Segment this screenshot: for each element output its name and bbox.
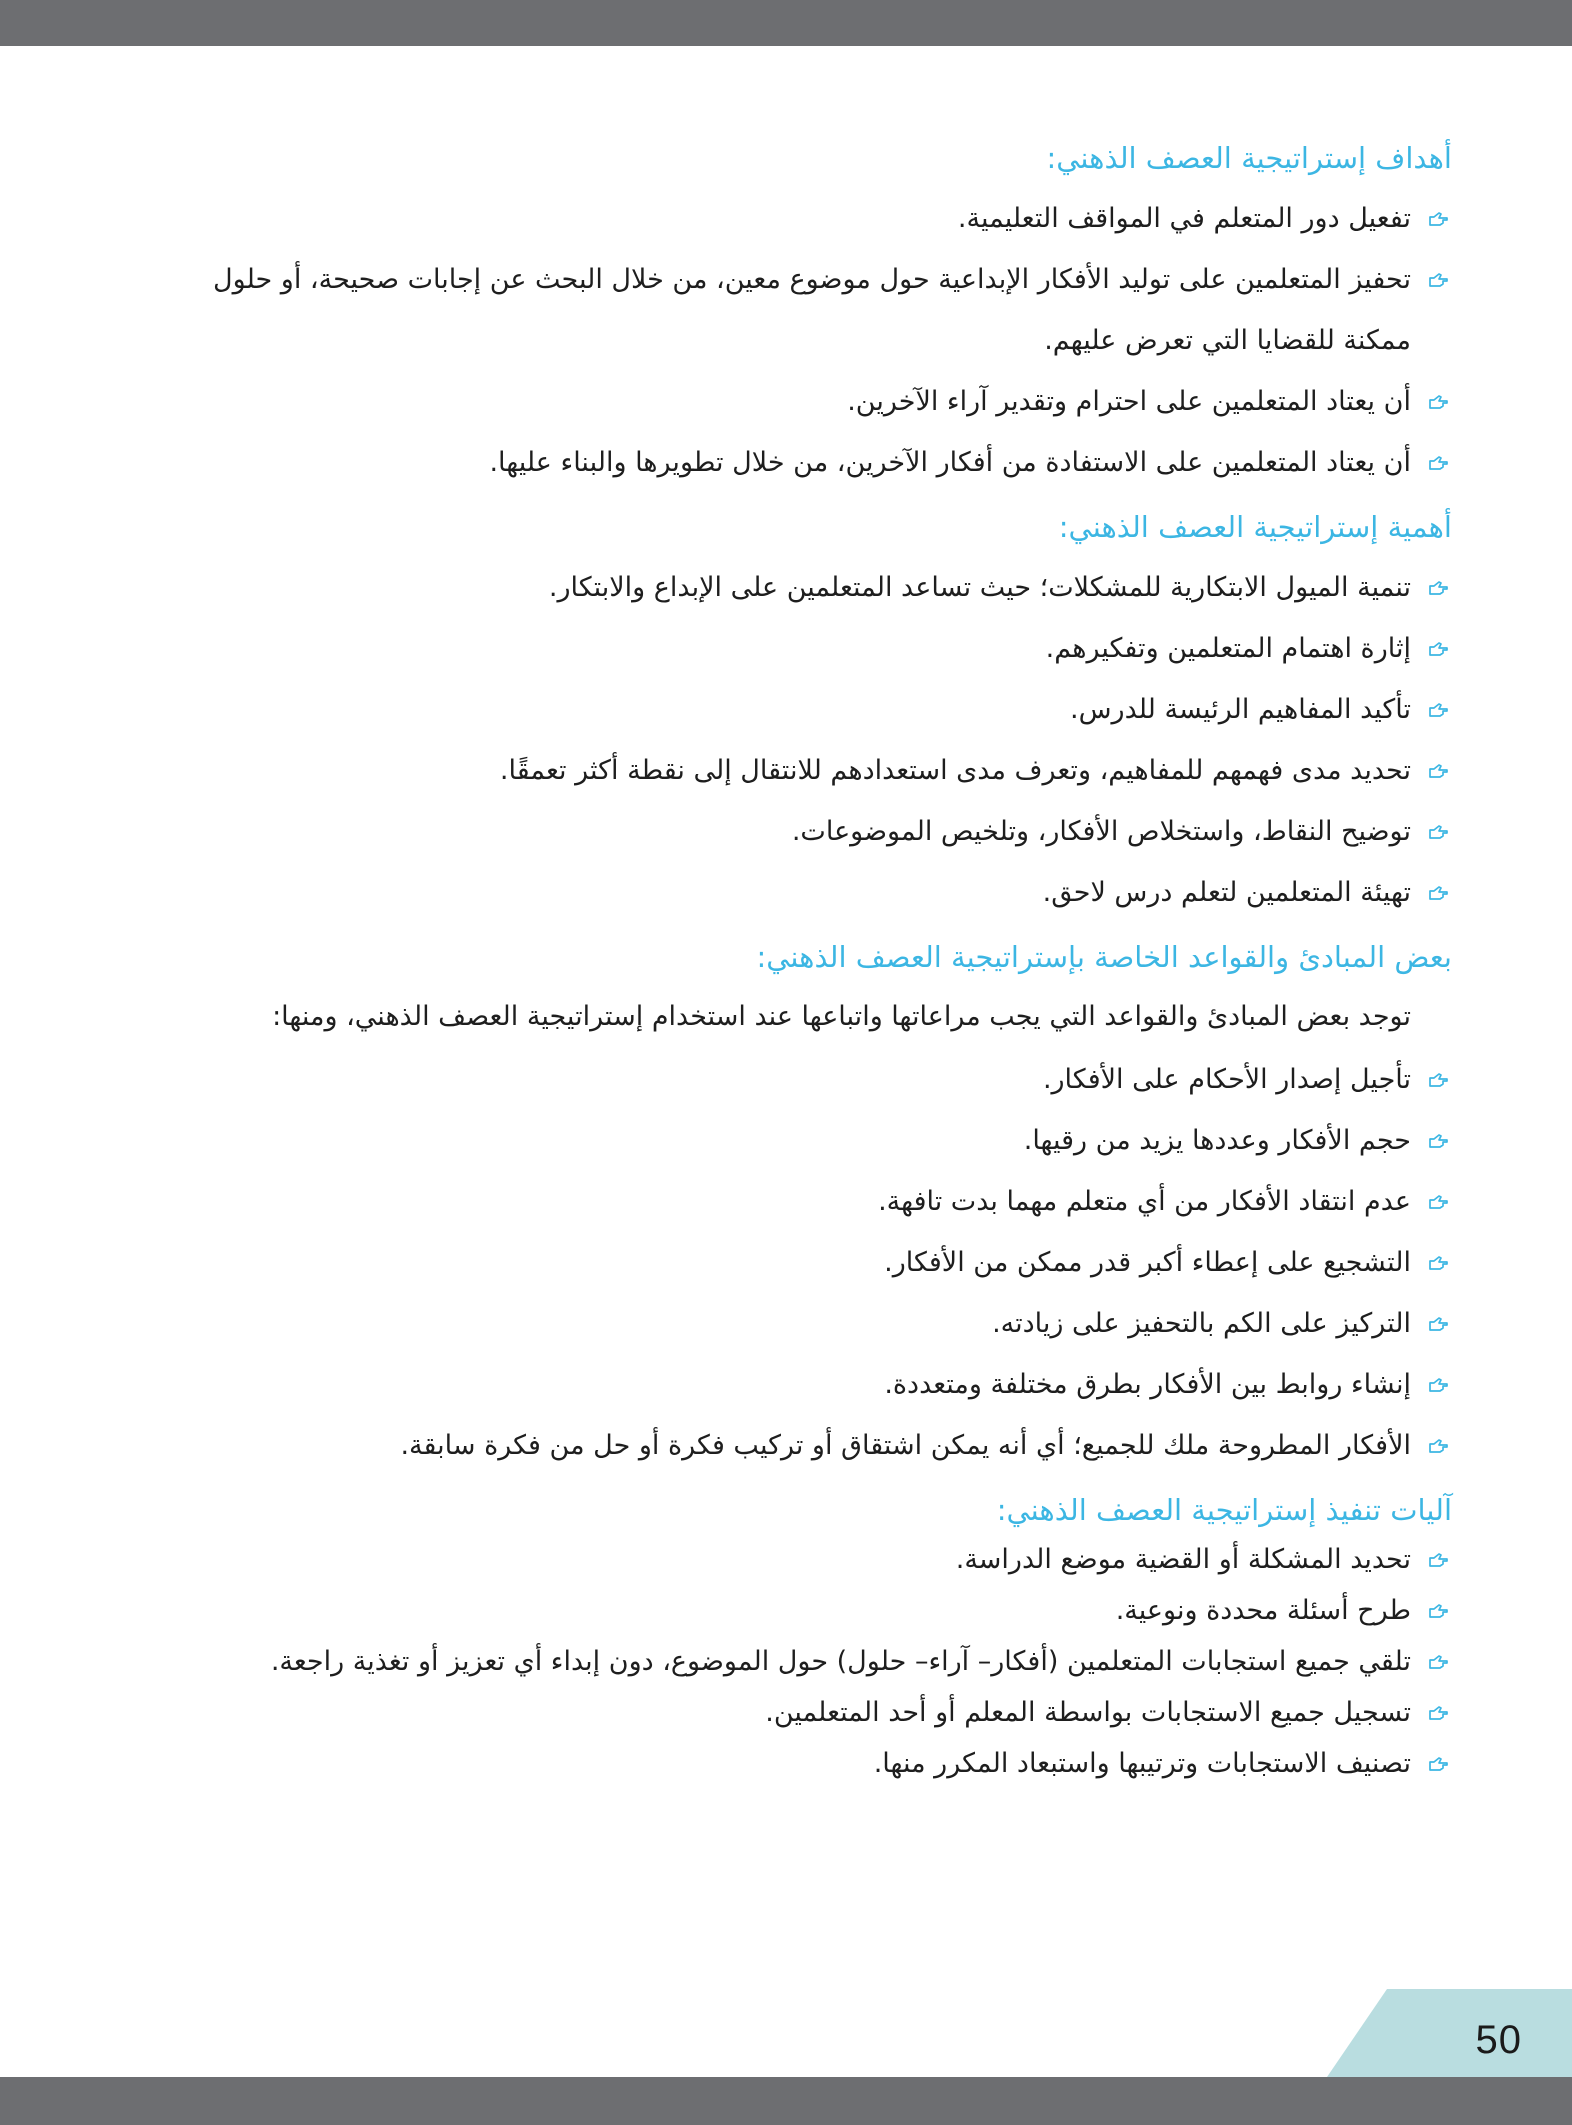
list-item: [175, 557, 1452, 618]
section-heading-importance: أهمية إستراتيجية العصف الذهني:: [1058, 510, 1452, 544]
importance-list: [175, 557, 1452, 923]
hand-pointing-icon: [1428, 701, 1448, 719]
hand-pointing-icon: [1428, 1653, 1448, 1671]
hand-pointing-icon: [1428, 1602, 1448, 1620]
list-item: [175, 740, 1452, 801]
list-item: [175, 1738, 1452, 1789]
hand-pointing-icon: [1428, 1193, 1448, 1211]
hand-pointing-icon: [1428, 1071, 1448, 1089]
page-number: 50: [1475, 2018, 1522, 2062]
hand-pointing-icon: [1428, 823, 1448, 841]
item-text: توضيح النقاط، واستخلاص الأفكار، وتلخيص الموضوعات.: [791, 816, 1411, 847]
item-text: طرح أسئلة محددة ونوعية.: [1115, 1595, 1411, 1626]
item-text: تنمية الميول الابتكارية للمشكلات؛ حيث تساعد المتعلمين على الإبداع والابتكار.: [548, 572, 1411, 603]
list-item: [175, 432, 1452, 493]
item-text: حجم الأفكار وعددها يزيد من رقيها.: [1023, 1125, 1411, 1156]
hand-pointing-icon: [1428, 1755, 1448, 1773]
section-heading-principles: بعض المبادئ والقواعد الخاصة بإستراتيجية العصف الذهني:: [756, 940, 1452, 974]
principles-intro: توجد بعض المبادئ والقواعد التي يجب مراعاتها واتباعها عند استخدام إستراتيجية العصف الذهني، ومنها:: [272, 1001, 1411, 1032]
list-item: [175, 1415, 1452, 1476]
list-item: [175, 618, 1452, 679]
item-text: تهيئة المتعلمين لتعلم درس لاحق.: [1042, 877, 1411, 908]
item-text: تأكيد المفاهيم الرئيسة للدرس.: [1069, 694, 1411, 725]
list-item: [175, 1636, 1452, 1687]
item-text: تلقي جميع استجابات المتعلمين (أفكار– آراء– حلول) حول الموضوع، دون إبداء أي تعزيز أو تغذية راجعة.: [270, 1646, 1411, 1677]
section-heading-mechanisms: آليات تنفيذ إستراتيجية العصف الذهني:: [996, 1493, 1452, 1527]
hand-pointing-icon: [1428, 210, 1448, 228]
item-text: تفعيل دور المتعلم في المواقف التعليمية.: [957, 203, 1411, 234]
list-item: [175, 1354, 1452, 1415]
item-text: تحديد مدى فهمهم للمفاهيم، وتعرف مدى استعدادهم للانتقال إلى نقطة أكثر تعمقًا.: [499, 755, 1411, 786]
list-item: [175, 679, 1452, 740]
hand-pointing-icon: [1428, 1437, 1448, 1455]
item-text: إنشاء روابط بين الأفكار بطرق مختلفة ومتعددة.: [884, 1369, 1411, 1400]
item-text: التشجيع على إعطاء أكبر قدر ممكن من الأفكار.: [884, 1247, 1411, 1278]
hand-pointing-icon: [1428, 1376, 1448, 1394]
item-text: إثارة اهتمام المتعلمين وتفكيرهم.: [1045, 633, 1411, 664]
bottom-bar: [0, 2077, 1572, 2125]
hand-pointing-icon: [1428, 884, 1448, 902]
hand-pointing-icon: [1428, 1315, 1448, 1333]
list-item: [175, 1293, 1452, 1354]
list-item: [175, 371, 1452, 432]
hand-pointing-icon: [1428, 393, 1448, 411]
item-text: الأفكار المطروحة ملك للجميع؛ أي أنه يمكن اشتقاق أو تركيب فكرة أو حل من فكرة سابقة.: [400, 1430, 1411, 1461]
top-bar: [0, 0, 1572, 46]
list-item: [175, 1232, 1452, 1293]
list-item: [175, 1110, 1452, 1171]
item-text: أن يعتاد المتعلمين على الاستفادة من أفكار الآخرين، من خلال تطويرها والبناء عليها.: [489, 447, 1411, 478]
list-item: [175, 801, 1452, 862]
list-item: [175, 1585, 1452, 1636]
item-text: تحديد المشكلة أو القضية موضع الدراسة.: [955, 1544, 1411, 1575]
list-item: [175, 1049, 1452, 1110]
list-item: [175, 1687, 1452, 1738]
mechanisms-list: [175, 1534, 1452, 1789]
hand-pointing-icon: [1428, 454, 1448, 472]
item-text: تصنيف الاستجابات وترتيبها واستبعاد المكرر منها.: [873, 1748, 1411, 1779]
section-heading-goals: أهداف إستراتيجية العصف الذهني:: [1046, 141, 1452, 175]
hand-pointing-icon: [1428, 579, 1448, 597]
principles-list: [175, 1049, 1452, 1476]
hand-pointing-icon: [1428, 1132, 1448, 1150]
goals-list: [175, 188, 1452, 493]
list-item: [175, 1534, 1452, 1585]
list-item: [175, 249, 1452, 371]
hand-pointing-icon: [1428, 1551, 1448, 1569]
list-item: [175, 862, 1452, 923]
item-text: تسجيل جميع الاستجابات بواسطة المعلم أو أحد المتعلمين.: [765, 1697, 1411, 1728]
hand-pointing-icon: [1428, 271, 1448, 289]
hand-pointing-icon: [1428, 640, 1448, 658]
item-text: أن يعتاد المتعلمين على احترام وتقدير آراء الآخرين.: [847, 386, 1411, 417]
hand-pointing-icon: [1428, 1704, 1448, 1722]
item-text: تأجيل إصدار الأحكام على الأفكار.: [1042, 1064, 1411, 1095]
hand-pointing-icon: [1428, 1254, 1448, 1272]
item-text: عدم انتقاد الأفكار من أي متعلم مهما بدت تافهة.: [878, 1186, 1411, 1217]
list-item: [175, 188, 1452, 249]
page-number-tab: [1327, 1989, 1572, 2077]
item-text: التركيز على الكم بالتحفيز على زيادته.: [992, 1308, 1411, 1339]
item-text: تحفيز المتعلمين على توليد الأفكار الإبداعية حول موضوع معين، من خلال البحث عن إجابات صحيحة، أو حلول ممكنة للقضايا التي تعرض عليهم.: [213, 264, 1411, 356]
hand-pointing-icon: [1428, 762, 1448, 780]
page-content: [175, 138, 1452, 1789]
list-item: [175, 1171, 1452, 1232]
